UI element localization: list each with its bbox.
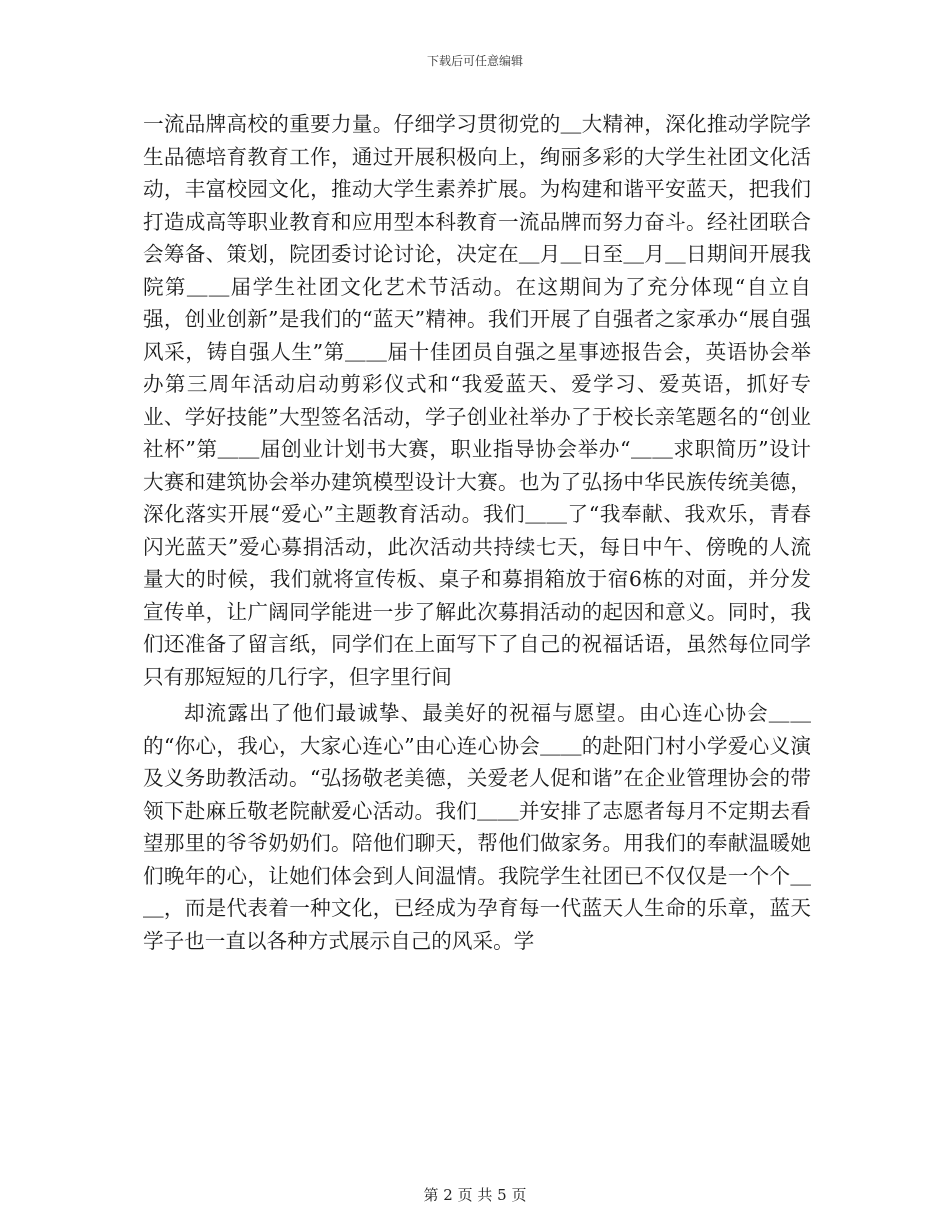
page-header: 下载后可任意编辑 bbox=[426, 54, 523, 68]
page-number-footer: 第 2 页 共 5 页 bbox=[423, 1186, 527, 1204]
paragraph-1: 一流品牌高校的重要力量。仔细学习贯彻党的＿大精神，深化推动学院学生品德培育教育工作，通过开展积极向上，绚丽多彩的大学生社团文化活动，丰富校园文化，推动大学生素养扩展。为构建和谐平安蓝天，把我们打造成高等职业教育和应用型本科教育一流品牌而努力奋斗。经社团联合会筹备、策划，院团委讨论讨论，决定在＿月＿日至＿月＿日期间开展我院第＿＿届学生社团文化艺术节活动。在这期间为了充分体现“自立自强，创业创新”是我们的“蓝天”精神。我们开展了自强者之家承办“展自强风采，铸自强人生”第＿＿届十佳团员自强之星事迹报告会，英语协会举办第三周年活动启动剪彩仪式和“我爱蓝天、爱学习、爱英语，抓好专业、学好技能”大型签名活动，学子创业社举办了于校长亲笔题名的“创业社杯”第＿＿届创业计划书大赛，职业指导协会举办“＿＿求职简历”设计大赛和建筑协会举办建筑模型设计大赛。也为了弘扬中华民族传统美德，深化落实开展“爱心”主题教育活动。我们＿＿了“我奉献、我欢乐，青春闪光蓝天”爱心募捐活动，此次活动共持续七天，每日中午、傍晚的人流量大的时候，我们就将宣传板、桌子和募捐箱放于宿6栋的对面，并分发宣传单，让广阔同学能进一步了解此次募捐活动的起因和意义。同时，我们还准备了留言纸，同学们在上面写下了自己的祝福话语，虽然每位同学只有那短短的几行字，但字里行间 bbox=[143, 112, 811, 689]
paragraph-2: 却流露出了他们最诚挚、最美好的祝福与愿望。由心连心协会＿＿的“你心，我心，大家心连心”由心连心协会＿＿的赴阳门村小学爱心义演及义务助教活动。“弘扬敬老美德，关爱老人促和谐”在企业管理协会的带领下赴麻丘敬老院献爱心活动。我们＿＿并安排了志愿者每月不定期去看望那里的爷爷奶奶们。陪他们聊天，帮他们做家务。用我们的奉献温暖她们晚年的心，让她们体会到人间温情。我院学生社团已不仅仅是一个个＿＿，而是代表着一种文化，已经成为孕育每一代蓝天人生命的乐章，蓝天学子也一直以各种方式展示自己的风采。学 bbox=[143, 701, 811, 953]
document-body bbox=[143, 108, 811, 957]
